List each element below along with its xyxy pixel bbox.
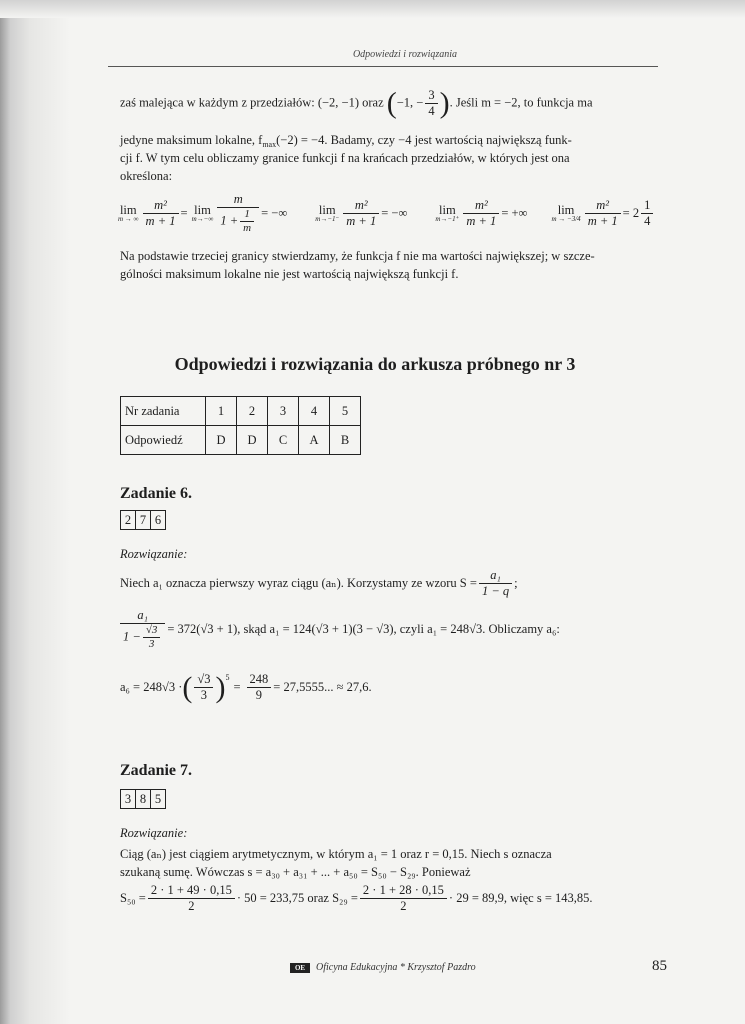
footer [290,962,476,973]
answer-cell: A [299,426,330,455]
eq1-num: a₁ [120,608,165,624]
answer-cell: C [268,426,299,455]
s29-fraction [360,883,447,914]
paren-open: ( [386,86,397,120]
lim-subscript: m → ∞ [118,215,139,224]
limit-3-result: = +∞ [501,206,528,221]
fraction-denominator: 4 [428,104,435,118]
limit-1 [118,204,139,224]
limit-4-den: m + 1 [587,214,618,229]
task-number-cell: 1 [206,397,237,426]
s29-den: 2 [400,899,407,913]
paren-close: ) [439,86,450,120]
equals-sign: = [180,206,188,221]
task6-answer-boxes [120,510,166,530]
answer-digit: 5 [154,792,162,806]
eq1-inner-num: √3 [143,624,161,638]
lim-subscript: m → −3/4 [551,215,581,224]
running-header: Odpowiedzi i rozwiązania [352,49,458,60]
equation-1-fraction [120,608,165,651]
eq1-inner-fraction [143,624,161,651]
s29-num: 2 · 1 + 28 · 0,15 [360,883,447,899]
eq2-result-fraction [247,672,272,703]
limit-1-fraction [143,198,179,229]
lim-label: lim [194,202,211,217]
limit-2-num: m² [343,198,379,214]
limit-1-result: = −∞ [261,206,288,221]
lim-subscript: m→−∞ [191,215,214,224]
limit-4-fraction [585,198,621,229]
interval-start: −1, − [396,95,424,110]
limit-3 [435,204,459,224]
s29-rest: · 29 = 89,9, więc s = 143,85. [448,891,593,906]
limit-1-num: m² [143,198,179,214]
table-answer-label: Odpowiedź [121,426,206,455]
header-rule [108,66,658,67]
inner-num: 1 [240,208,254,222]
limit-1b [192,204,214,224]
eq2-result-num: 248 [247,672,272,688]
s50-num: 2 · 1 + 49 · 0,15 [148,883,235,899]
limit-1-den: m + 1 [145,214,176,229]
task6-solution-label: Rozwiązanie: [120,547,188,561]
top-line-4: określona: [120,169,173,183]
paren-close: ) [215,670,226,704]
task7-answer-boxes [120,789,166,809]
task6-line-1 [120,568,665,599]
task6-equation-1 [118,608,668,651]
task7-solution-label: Rozwiązanie: [120,826,188,840]
s50-rest: · 50 = 233,75 oraz S₂₉ = [236,891,358,906]
lim-subscript: m→−1⁺ [435,215,460,224]
formula-den: 1 − q [481,584,510,598]
page-number: 85 [652,958,667,974]
answer-cell: D [206,426,237,455]
eq2-end: = 27,5555... ≈ 27,6. [273,680,372,695]
task6-line-1-text: Niech a₁ oznacza pierwszy wyraz ciągu (aₙ). Korzystamy ze wzoru S = [120,576,477,591]
limit-1b-fraction [217,192,259,235]
answer-cell: B [330,426,361,455]
section-title: Odpowiedzi i rozwiązania do arkusza próbnego nr 3 [174,354,576,374]
answers-table [120,396,361,455]
task6-title: Zadanie 6. [120,485,193,502]
top-line-3: cji f. W tym celu obliczamy granice funkcji f na krańcach przedziałów, w których jest ona [120,151,570,165]
task-number-cell: 3 [268,397,299,426]
task-number-cell: 2 [237,397,268,426]
inner-fraction [240,208,254,235]
limit-3-den: m + 1 [466,214,497,229]
answer-digit: 8 [136,790,151,808]
task7-line-1: Ciąg (aₙ) jest ciągiem arytmetycznym, w którym a₁ = 1 oraz r = 0,15. Niech s oznacza [120,847,552,861]
limits-row [118,192,678,235]
top-line-2-end: (−2) = −4. Badamy, czy −4 jest wartością największą funk- [276,133,572,147]
eq2-result-den: 9 [255,688,263,702]
lim-label: lim [119,202,137,217]
task-number-cell: 4 [299,397,330,426]
eq2-base-fraction [194,672,213,703]
table-row [121,397,361,426]
table-header-label: Nr zadania [121,397,206,426]
lim-label: lim [318,202,336,217]
equation-1-rest: = 372(√3 + 1), skąd a₁ = 124(√3 + 1)(3 − √3), czyli a₁ = 248√3. Obliczamy a₆: [167,622,560,637]
limit-2-result: = −∞ [381,206,408,221]
limit-4-num: m² [585,198,621,214]
limit-1b-den [217,208,259,235]
task7-sums [120,883,680,914]
answer-cell: D [237,426,268,455]
limit-2-den: m + 1 [346,214,377,229]
task-number-cell: 5 [330,397,361,426]
task7-line-2: szukaną sumę. Wówczas s = a₃₀ + a₃₁ + ... + a₅₀ = S₅₀ − S₂₉. Ponieważ [120,865,471,879]
conclusion-line-2: gólności maksimum lokalne nie jest wartością największą funkcji f. [120,267,459,281]
answer-digit: 3 [121,790,136,808]
conclusion-line-1: Na podstawie trzeciej granicy stwierdzamy, że funkcja f nie ma wartości największej; w szcze- [120,249,595,263]
formula-num: a₁ [479,568,512,584]
lim-label: lim [557,202,575,217]
eq2-base-den: 3 [200,688,208,702]
limit-4-result: = 2 [622,206,640,221]
limit-3-fraction [463,198,499,229]
answer-digit: 2 [121,511,136,529]
limit-2 [315,204,339,224]
result-den: 4 [644,214,651,229]
inner-den: m [243,222,252,235]
exponent: 5 [225,673,230,682]
lim-label: lim [439,202,456,217]
top-line-1-end: . Jeśli m = −2, to funkcja ma [449,95,593,110]
result-num: 1 [641,198,653,214]
limit-4 [551,204,580,224]
publisher-logo: OE [290,963,310,973]
answer-digit: 7 [136,511,151,529]
eq2-base-num: √3 [194,672,213,688]
eq1-inner-den: 3 [148,638,155,651]
page-binding-shadow [0,0,70,1024]
page-top-shadow [0,0,745,18]
interval-fraction [425,88,437,119]
top-line-2-text: jedyne maksimum lokalne, f [120,133,263,147]
limit-3-num: m² [463,198,499,214]
publisher-name: Oficyna Edukacyjna * Krzysztof Pazdro [316,962,476,973]
answer-digit: 6 [154,513,162,527]
sum-formula-fraction [479,568,512,599]
paren-open: ( [182,670,193,704]
table-row [121,426,361,455]
eq1-den-text: 1 − [123,629,141,644]
top-line-1 [120,88,660,119]
limit-1b-num: m [217,192,259,208]
top-line-2 [120,131,660,151]
s50-fraction [148,883,235,914]
top-line-1-text: zaś malejąca w każdym z przedziałów: (−2, −1) oraz [120,95,384,110]
limit-4-result-fraction [641,198,653,229]
equals-sign: = [233,680,241,695]
s50-label: S₅₀ = [120,891,146,906]
eq2-text: a₆ = 248√3 · [120,680,183,695]
fraction-numerator: 3 [425,88,437,104]
den-text: 1 + [220,213,239,228]
lim-subscript: m→−1⁻ [315,215,340,224]
task6-equation-2 [120,672,665,703]
s50-den: 2 [188,899,195,913]
formula-end: ; [514,576,518,591]
eq1-den [120,624,165,651]
max-subscript: max [262,140,277,149]
limit-2-fraction [343,198,379,229]
task7-title: Zadanie 7. [120,762,193,779]
